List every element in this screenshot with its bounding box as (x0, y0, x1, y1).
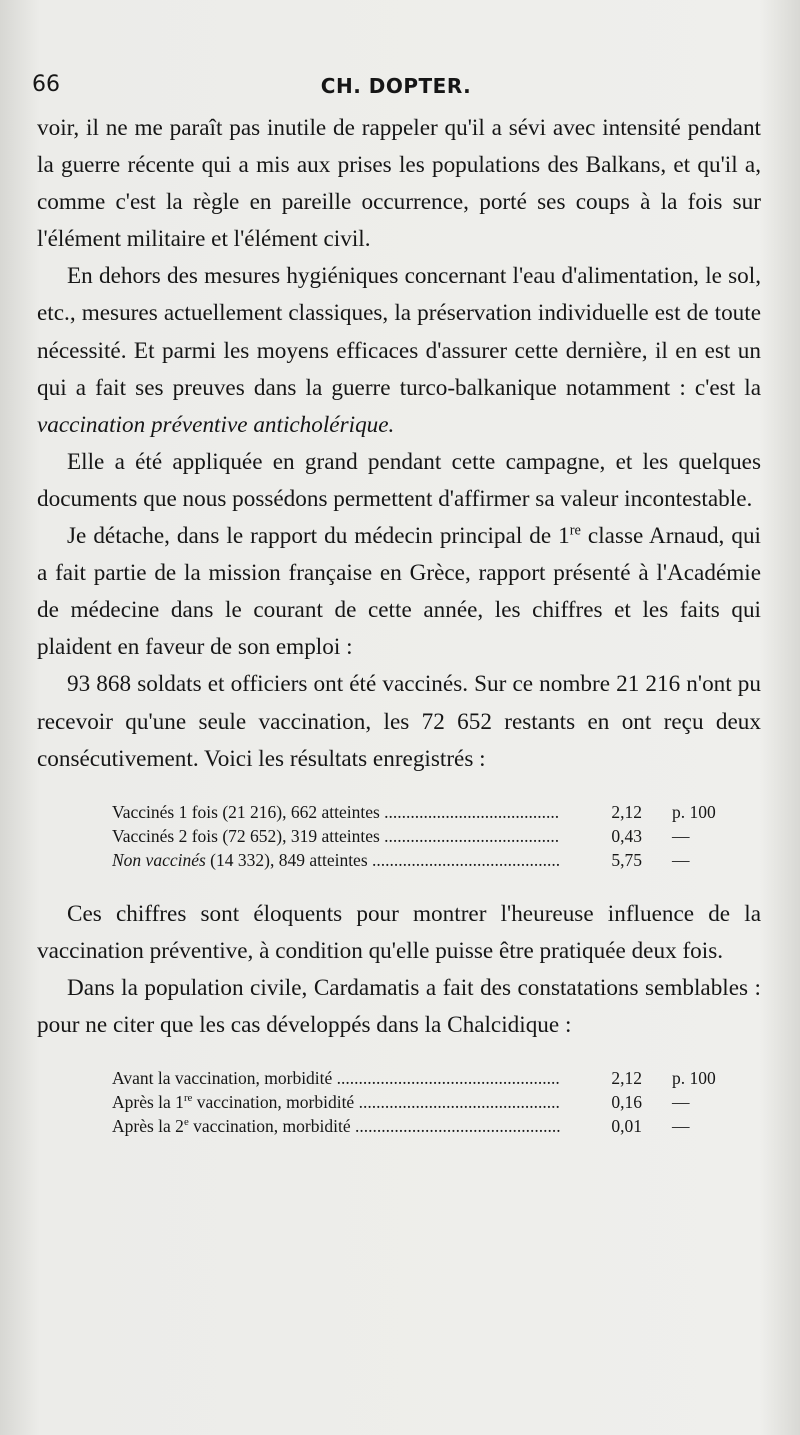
paragraph-4-text-a: Je détache, dans le rapport du médecin principal de 1 (67, 523, 570, 550)
paragraph-2-italic: vaccination préventive anticholérique. (37, 411, 395, 438)
table-row (112, 824, 712, 848)
civil-morbidity-table (112, 1066, 716, 1138)
table-row-label: Vaccinés 1 fois (21 216), 662 atteintes (112, 801, 380, 822)
table-row-value: 0,43 (611, 825, 642, 846)
table-row (112, 800, 716, 824)
table-row-unit: — (672, 849, 690, 870)
paragraph-2-text: En dehors des mesures hygiéniques concernant l'eau d'alimentation, le sol, etc., mesures actuellement classiques, la préservation individuelle est de toute nécessité. Et parmi les moyens efficaces d'assurer cette dernière, il en est un qui a fait ses preuves dans la guerre turco-balkanique notamment : c'est la (37, 263, 761, 401)
table-row (112, 848, 712, 872)
table-row-value: 0,01 (611, 1116, 642, 1137)
table-row-superscript: e (183, 1116, 189, 1129)
table-row-label-rest: vaccination, morbidité (188, 1116, 351, 1137)
paragraph-6: Ces chiffres sont éloquents pour montrer l'heureuse influence de la vaccination préventive, à condition qu'elle puisse être pratiquée deux fois. (37, 900, 761, 964)
table-row-unit: — (672, 1116, 690, 1137)
table-row-label: Après la 1 (112, 1092, 184, 1113)
paragraph-3: Elle a été appliquée en grand pendant cette campagne, et les quelques documents que nous possédons permettent d'affirmer sa valeur incontestable. (37, 448, 761, 512)
page-number: 66 (32, 72, 60, 97)
table-row-superscript: re (183, 1092, 193, 1105)
table-row-label-italic: Non vaccinés (112, 849, 206, 870)
paragraph-7: Dans la population civile, Cardamatis a fait des constatations semblables : pour ne citer que les cas développés dans la Chalcidique : (37, 974, 761, 1038)
paragraph-4 (37, 518, 761, 666)
table-row-value: 5,75 (611, 849, 642, 870)
page-header (32, 72, 760, 108)
table-row (112, 1090, 712, 1114)
vaccination-results-table (112, 800, 716, 872)
paragraph-1: voir, il ne me paraît pas inutile de rappeler qu'il a sévi avec intensité pendant la guerre récente qui a mis aux prises les populations des Balkans, et qu'il a, comme c'est la règle en pareille occurrence, porté ses coups à la fois sur l'élément militaire et l'élément civil. (37, 115, 761, 253)
running-head: CH. DOPTER. (320, 74, 472, 98)
table-row-label: Après la 2 (112, 1116, 184, 1137)
table-row-label: (14 332), 849 atteintes (205, 849, 368, 870)
table-row-label: Vaccinés 2 fois (72 652), 319 atteintes (112, 825, 380, 846)
table-row-value: 2,12 (611, 1068, 642, 1089)
paragraph-4-text-b: classe Arnaud, qui a fait partie de la mission française en Grèce, rapport présenté à l'Académie de médecine dans le courant de cette année, les chiffres et les faits qui plaident en faveur de son emploi : (37, 523, 761, 661)
table-row-value: 0,16 (611, 1092, 642, 1113)
paragraph-2 (37, 258, 761, 443)
paragraph-4-superscript: re (569, 522, 581, 539)
paragraph-5: 93 868 soldats et officiers ont été vaccinés. Sur ce nombre 21 216 n'ont pu recevoir qu'une seule vaccination, les 72 652 restants en ont reçu deux consécutivement. Voici les résultats enregistrés : (37, 671, 761, 772)
table-row-unit: — (672, 825, 690, 846)
table-row (112, 1114, 712, 1138)
table-row-label-rest: vaccination, morbidité (192, 1092, 355, 1113)
table-row-value: 2,12 (611, 801, 642, 822)
table-row-unit: p. 100 (672, 1068, 716, 1089)
table-row (112, 1066, 716, 1090)
table-row-unit: — (672, 1092, 690, 1113)
table-row-unit: p. 100 (672, 801, 716, 822)
body-text (37, 110, 761, 1162)
table-row-label: Avant la vaccination, morbidité (112, 1068, 333, 1089)
